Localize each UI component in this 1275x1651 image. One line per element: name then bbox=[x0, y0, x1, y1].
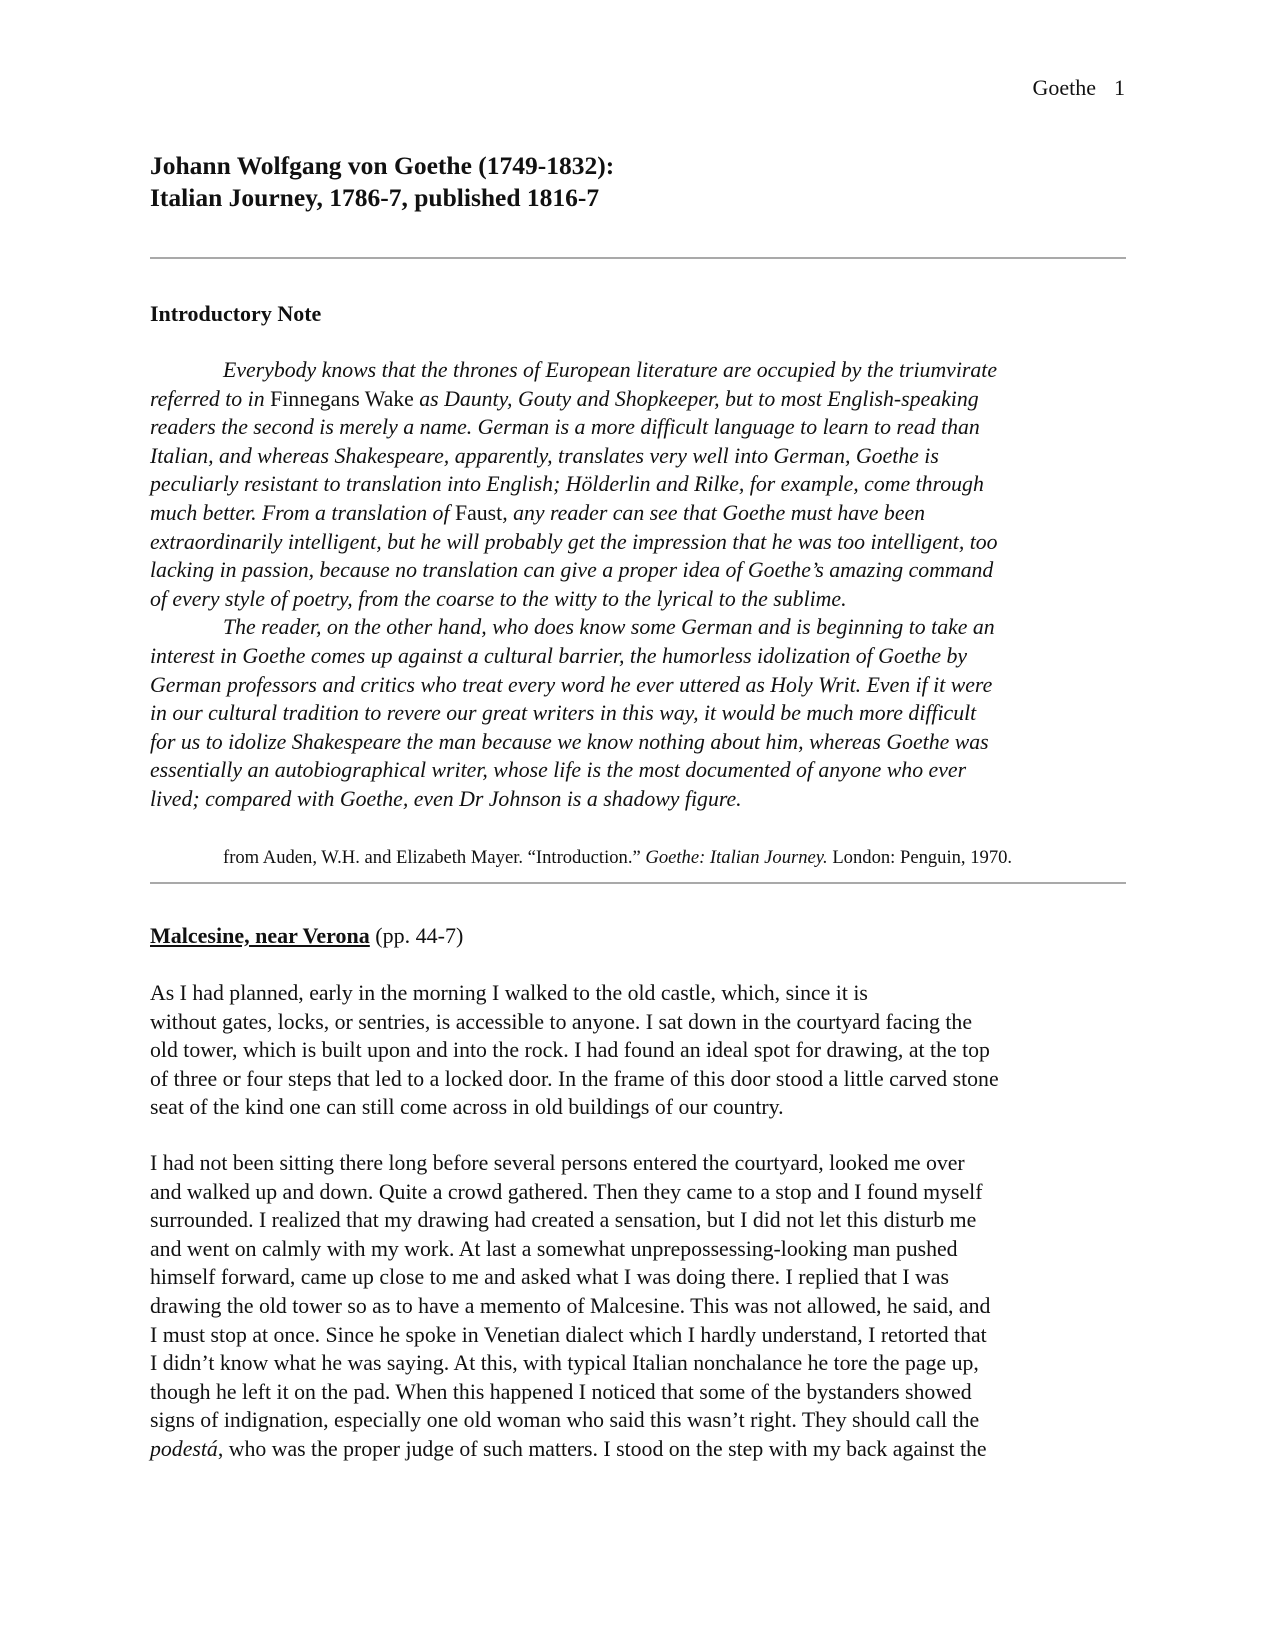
paragraph-line: seat of the kind one can still come across in old buildings of our country. bbox=[150, 1095, 784, 1120]
paragraph-1 bbox=[150, 979, 1130, 1122]
section-heading bbox=[150, 922, 463, 950]
paragraph-line: As I had planned, early in the morning I walked to the old castle, which, since it is bbox=[150, 981, 868, 1005]
paragraph-line: signs of indignation, especially one old woman who said this wasn’t right. They should call the bbox=[150, 1408, 980, 1433]
title-line-1: Johann Wolfgang von Goethe (1749-1832): bbox=[150, 151, 615, 180]
document-title bbox=[150, 150, 1130, 214]
intro-line: readers the second is merely a name. German is a more difficult language to learn to read than bbox=[150, 415, 980, 440]
running-head bbox=[1032, 74, 1125, 102]
intro-line: lacking in passion, because no translation can give a proper idea of Goethe’s amazing command bbox=[150, 558, 994, 583]
citation-prefix: from Auden, W.H. and Elizabeth Mayer. “Introduction.” bbox=[223, 847, 646, 868]
paragraph-line: himself forward, came up close to me and asked what I was doing there. I replied that I was bbox=[150, 1265, 949, 1290]
intro-line: interest in Goethe comes up against a cultural barrier, the humorless idolization of Goethe by bbox=[150, 643, 968, 668]
paragraph-line: I must stop at once. Since he spoke in Venetian dialect which I hardly understand, I retorted that bbox=[150, 1322, 987, 1347]
paragraph-line: and went on calmly with my work. At last a somewhat unprepossessing-looking man pushed bbox=[150, 1236, 958, 1261]
intro-line: Everybody knows that the thrones of European literature are occupied by the triumvirate bbox=[223, 358, 998, 382]
citation bbox=[223, 846, 1012, 870]
paragraph-line: though he left it on the pad. When this happened I noticed that some of the bystanders showed bbox=[150, 1379, 972, 1404]
introductory-note-text bbox=[150, 356, 1130, 814]
intro-line: of every style of poetry, from the coarse to the witty to the lyrical to the sublime. bbox=[150, 586, 847, 611]
book-title-faust: Faust bbox=[454, 500, 503, 525]
title-line-2: Italian Journey, 1786-7, published 1816-7 bbox=[150, 183, 600, 212]
intro-line: extraordinarily intelligent, but he will probably get the impression that he was too intelligent, too bbox=[150, 529, 998, 554]
paragraph-line: I had not been sitting there long before several persons entered the courtyard, looked me over bbox=[150, 1151, 965, 1175]
intro-line: Italian, and whereas Shakespeare, apparently, translates very well into German, Goethe is bbox=[150, 443, 939, 468]
citation-suffix: London: Penguin, 1970. bbox=[827, 847, 1013, 868]
running-head-author: Goethe bbox=[1032, 75, 1096, 100]
section-pages: (pp. 44-7) bbox=[369, 923, 464, 948]
paragraph-line: of three or four steps that led to a locked door. In the frame of this door stood a little carved stone bbox=[150, 1066, 999, 1091]
intro-line: lived; compared with Goethe, even Dr Johnson is a shadowy figure. bbox=[150, 786, 742, 811]
section-place: Malcesine, near Verona bbox=[150, 923, 370, 948]
book-title-finnegans-wake: Finnegans Wake bbox=[270, 386, 414, 411]
paragraph-line: old tower, which is built upon and into the rock. I had found an ideal spot for drawing, at the top bbox=[150, 1038, 990, 1063]
divider-top bbox=[150, 257, 1126, 259]
intro-line: referred to in Finnegans Wake as Daunty, Gouty and Shopkeeper, but to most English-speaking bbox=[150, 386, 979, 411]
intro-line: peculiarly resistant to translation into English; Hölderlin and Rilke, for example, come through bbox=[150, 472, 984, 497]
paragraph-line: I didn’t know what he was saying. At this, with typical Italian nonchalance he tore the page up, bbox=[150, 1351, 979, 1376]
paragraph-2 bbox=[150, 1149, 1130, 1464]
intro-line: German professors and critics who treat every word he ever uttered as Holy Writ. Even if it were bbox=[150, 672, 993, 697]
divider-bottom bbox=[150, 882, 1126, 884]
intro-line: in our cultural tradition to revere our great writers in this way, it would be much more difficult bbox=[150, 701, 977, 726]
intro-line: much better. From a translation of Faust, any reader can see that Goethe must have been bbox=[150, 500, 926, 525]
paragraph-line: podestá, who was the proper judge of such matters. I stood on the step with my back against the bbox=[150, 1436, 987, 1461]
citation-book-title: Goethe: Italian Journey. bbox=[645, 847, 828, 868]
intro-line: The reader, on the other hand, who does know some German and is beginning to take an bbox=[223, 615, 995, 640]
intro-line: for us to idolize Shakespeare the man because we know nothing about him, whereas Goethe was bbox=[150, 729, 989, 754]
introductory-note-heading: Introductory Note bbox=[150, 301, 322, 326]
paragraph-line: surrounded. I realized that my drawing had created a sensation, but I did not let this disturb me bbox=[150, 1208, 977, 1233]
intro-line: essentially an autobiographical writer, whose life is the most documented of anyone who ever bbox=[150, 758, 967, 783]
paragraph-line: drawing the old tower so as to have a memento of Malcesine. This was not allowed, he said, and bbox=[150, 1293, 991, 1318]
page-number: 1 bbox=[1114, 75, 1125, 100]
paragraph-line: and walked up and down. Quite a crowd gathered. Then they came to a stop and I found myself bbox=[150, 1179, 983, 1204]
paragraph-line: without gates, locks, or sentries, is accessible to anyone. I sat down in the courtyard facing the bbox=[150, 1009, 973, 1034]
italic-word-podesta: podestá bbox=[150, 1436, 218, 1461]
